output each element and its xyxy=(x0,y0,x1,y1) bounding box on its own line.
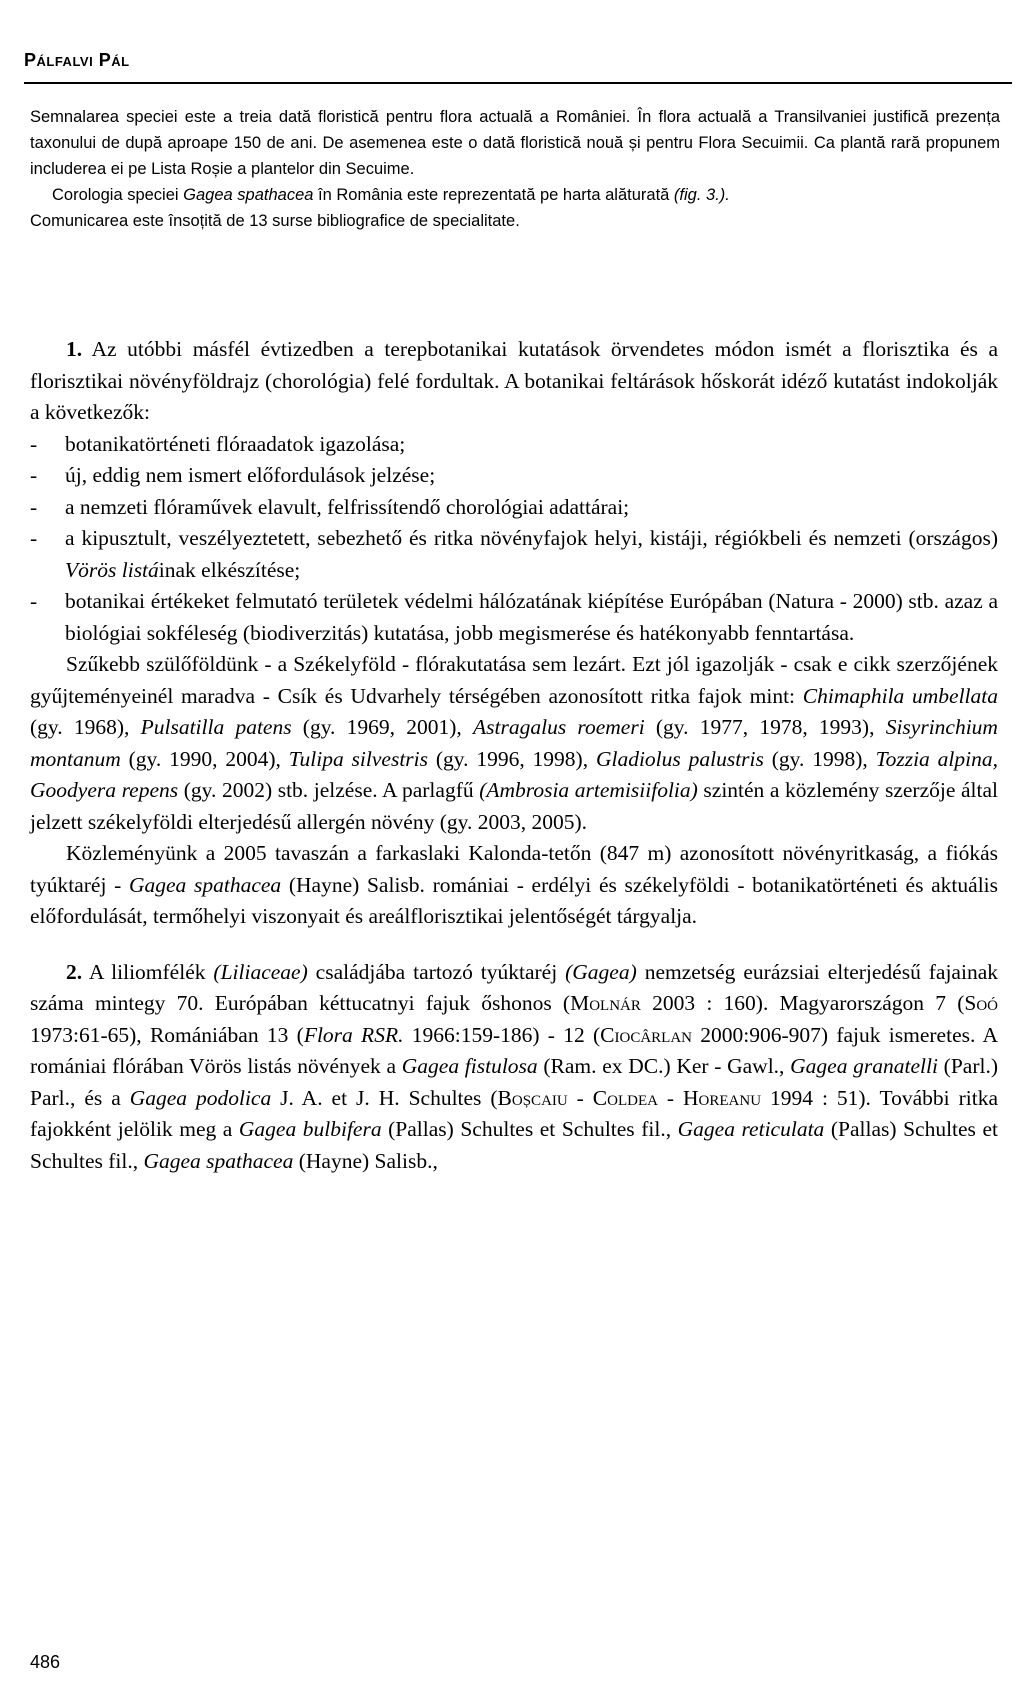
section-2-number: 2. xyxy=(66,959,83,984)
summary-paragraph-3: Comunicarea este însoțită de 13 surse bibliografice de specialitate. xyxy=(30,212,520,230)
list-item: - új, eddig nem ismert előfordulások jelzése; xyxy=(30,460,998,492)
list-item: - a nemzeti flóraművek elavult, felfrissítendő chorológiai adattárai; xyxy=(30,492,998,524)
figure-reference: (fig. 3.). xyxy=(673,186,730,204)
section-2-paragraph: 2. A liliomfélék (Liliaceae) családjába tartozó tyúktaréj (Gagea) nemzetség eurázsiai elterjedésű fajainak száma mintegy 70. Európában kéttucatnyi fajuk őshonos (Molnár 2003 : 160). Magyarországon 7 (Soó 1973:61-65), Romániában 13 (Flora RSR. 1966:159-186) - 12 (Ciocârlan 2000:906-907) fajuk ismeretes. A romániai flórában Vörös listás növények a Gagea fistulosa (Ram. ex DC.) Ker - Gawl., Gagea granatelli (Parl.) Parl., és a Gagea podolica J. A. et J. H. Schultes (Boșcaiu - Coldea - Horeanu 1994 : 51). További ritka fajokként jelölik meg a Gagea bulbifera (Pallas) Schultes et Schultes fil., Gagea reticulata (Pallas) Schultes et Schultes fil., Gagea spathacea (Hayne) Salisb., xyxy=(30,959,999,1173)
section-1-paragraph-3: Közleményünk a 2005 tavaszán a farkaslaki Kalonda-tetőn (847 m) azonosított növényritkaság, a fiókás tyúktaréj - Gagea spathacea (Hayne) Salisb. romániai - erdélyi és székelyföldi - botanikatörténeti és aktuális előfordulását, termőhelyi viszonyait és areálflorisztikai jelentőségét tárgyalja. xyxy=(30,841,999,928)
list-item: - a kipusztult, veszélyeztetett, sebezhető és ritka növényfajok helyi, kistáji, régiókbeli és nemzeti (országos) Vörös listáinak elkészítése; xyxy=(30,523,998,586)
section-1-intro: 1. Az utóbbi másfél évtizedben a terepbotanikai kutatások örvendetes módon ismét a florisztika és a florisztikai növényföldrajz (chorológia) felé fordultak. A botanikai feltárások hőskorát idéző kutatást indokolják a következők: xyxy=(30,337,998,424)
main-text xyxy=(30,334,998,1177)
header-rule xyxy=(24,82,1012,84)
section-1-number: 1. xyxy=(66,337,83,361)
running-header-author: Pálfalvi Pál xyxy=(24,50,130,70)
list-item: - botanikatörténeti flóraadatok igazolása; xyxy=(30,429,998,461)
species-name: Gagea spathacea xyxy=(183,186,314,204)
summary-paragraph-2: Corologia speciei Gagea spathacea în România este reprezentată pe harta alăturată (fig. 3.). xyxy=(52,186,730,204)
reasons-list xyxy=(30,429,998,650)
page-number: 486 xyxy=(30,1652,61,1672)
list-item: - botanikai értékeket felmutató területek védelmi hálózatának kiépítése Európában (Natura - 2000) stb. azaz a biológiai sokféleség (biodiverzitás) kutatása, jobb megismerése és hatékonyabb fenntartása. xyxy=(30,586,998,649)
section-1-paragraph-2: Szűkebb szülőföldünk - a Székelyföld - flórakutatása sem lezárt. Ezt jól igazolják - csak e cikk szerzőjének gyűjteményeinél maradva - Csík és Udvarhely térségében azonosított ritka fajok mint: Chimaphila umbellata (gy. 1968), Pulsatilla patens (gy. 1969, 2001), Astragalus roemeri (gy. 1977, 1978, 1993), Sisyrinchium montanum (gy. 1990, 2004), Tulipa silvestris (gy. 1996, 1998), Gladiolus palustris (gy. 1998), Tozzia alpina, Goodyera repens (gy. 2002) stb. jelzése. A parlagfű (Ambrosia artemisiifolia) szintén a közlemény szerzője által jelzett székelyföldi elterjedésű allergén növény (gy. 2003, 2005). xyxy=(30,652,999,834)
summary-paragraph-1: Semnalarea speciei este a treia dată floristică pentru flora actuală a României. În flora actuală a Transilvaniei justifică prezența taxonului de după aproape 150 de ani. De asemenea este o dată floristică nouă și pentru Flora Secuimii. Ca plantă rară propunem includerea ei pe Lista Roșie a plantelor din Secuime. xyxy=(30,108,1000,178)
romanian-summary xyxy=(30,104,1000,234)
